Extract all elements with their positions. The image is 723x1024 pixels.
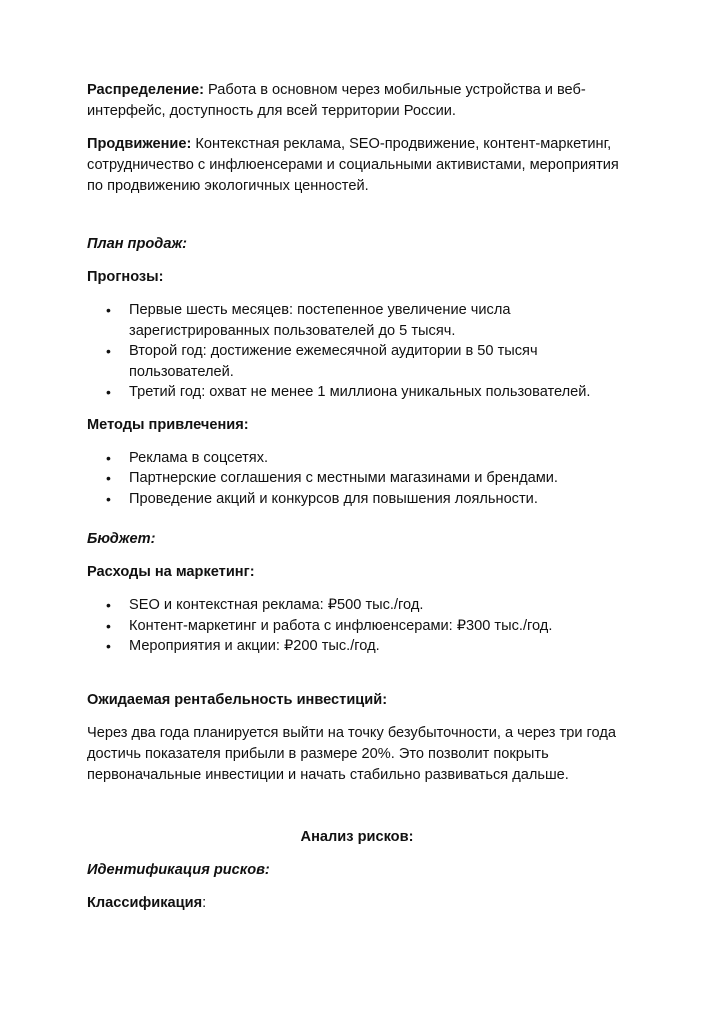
list-item-text: Партнерские соглашения с местными магазинами и брендами. [129,470,558,486]
bullet-icon: • [106,384,111,400]
list-item [87,468,627,489]
list-item-text: Третий год: охват не менее 1 миллиона уникальных пользователей. [129,384,591,400]
bullet-icon: • [106,638,111,654]
list-item-text: SEO и контекстная реклама: ₽500 тыс./год. [129,597,424,613]
bullet-icon: • [106,617,111,634]
document-body [87,80,627,926]
methods-list [87,448,627,510]
list-item [87,341,627,382]
list-item-text: Реклама в соцсетях. [129,449,269,466]
bullet-icon: • [106,470,111,486]
classification-label: Классификация [87,894,203,911]
promotion-label: Продвижение: [87,136,192,152]
bullet-icon: • [106,597,111,613]
bullet-icon: • [106,343,111,359]
risk-identification-heading: Идентификация рисков: [87,861,270,878]
methods-heading: Методы привлечения: [87,416,249,433]
promotion-text: Контекстная реклама, SEO-продвижение, контент-маркетинг, сотрудничество с инфлюенсерами и социальными активистами, мероприятия по продвижению экологичных ценностей. [87,136,619,194]
list-item [87,616,627,637]
list-item [87,595,627,616]
list-item [87,448,627,469]
bullet-icon: • [106,449,111,466]
roi-paragraph: Через два года планируется выйти на точку безубыточности, а через три года достичь показателя прибыли в размере 20%. Это позволит покрыть первоначальные инвестиции и начать стабильно развиваться дальше. [87,724,616,783]
roi-heading: Ожидаемая рентабельность инвестиций: [87,691,388,708]
list-item-text: Контент-маркетинг и работа с инфлюенсерами: ₽300 тыс./год. [129,617,553,634]
distribution-label: Распределение: [87,82,204,98]
forecasts-list [87,300,627,403]
promotion-paragraph [87,134,627,197]
list-item [87,489,627,510]
list-item [87,636,627,657]
bullet-icon: • [106,490,111,507]
distribution-text: Работа в основном через мобильные устройства и веб-интерфейс, доступность для всей территории России. [87,82,586,119]
risk-analysis-heading: Анализ рисков: [300,828,414,845]
marketing-costs-heading: Расходы на маркетинг: [87,564,255,580]
budget-heading: Бюджет: [87,531,156,547]
classification-line [87,893,627,914]
list-item-text: Второй год: достижение ежемесячной аудитории в 50 тысяч пользователей. [129,343,538,380]
list-item-text: Проведение акций и конкурсов для повышения лояльности. [129,490,538,507]
forecasts-heading: Прогнозы: [87,269,164,285]
list-item [87,382,627,403]
sales-plan-heading: План продаж: [87,236,188,252]
list-item-text: Первые шесть месяцев: постепенное увеличение числа зарегистрированных пользователей до 5 тысяч. [129,302,511,339]
classification-colon: : [202,894,207,911]
distribution-paragraph [87,80,627,122]
marketing-costs-list [87,595,627,657]
bullet-icon: • [106,302,111,318]
list-item [87,300,627,341]
list-item-text: Мероприятия и акции: ₽200 тыс./год. [129,638,380,654]
